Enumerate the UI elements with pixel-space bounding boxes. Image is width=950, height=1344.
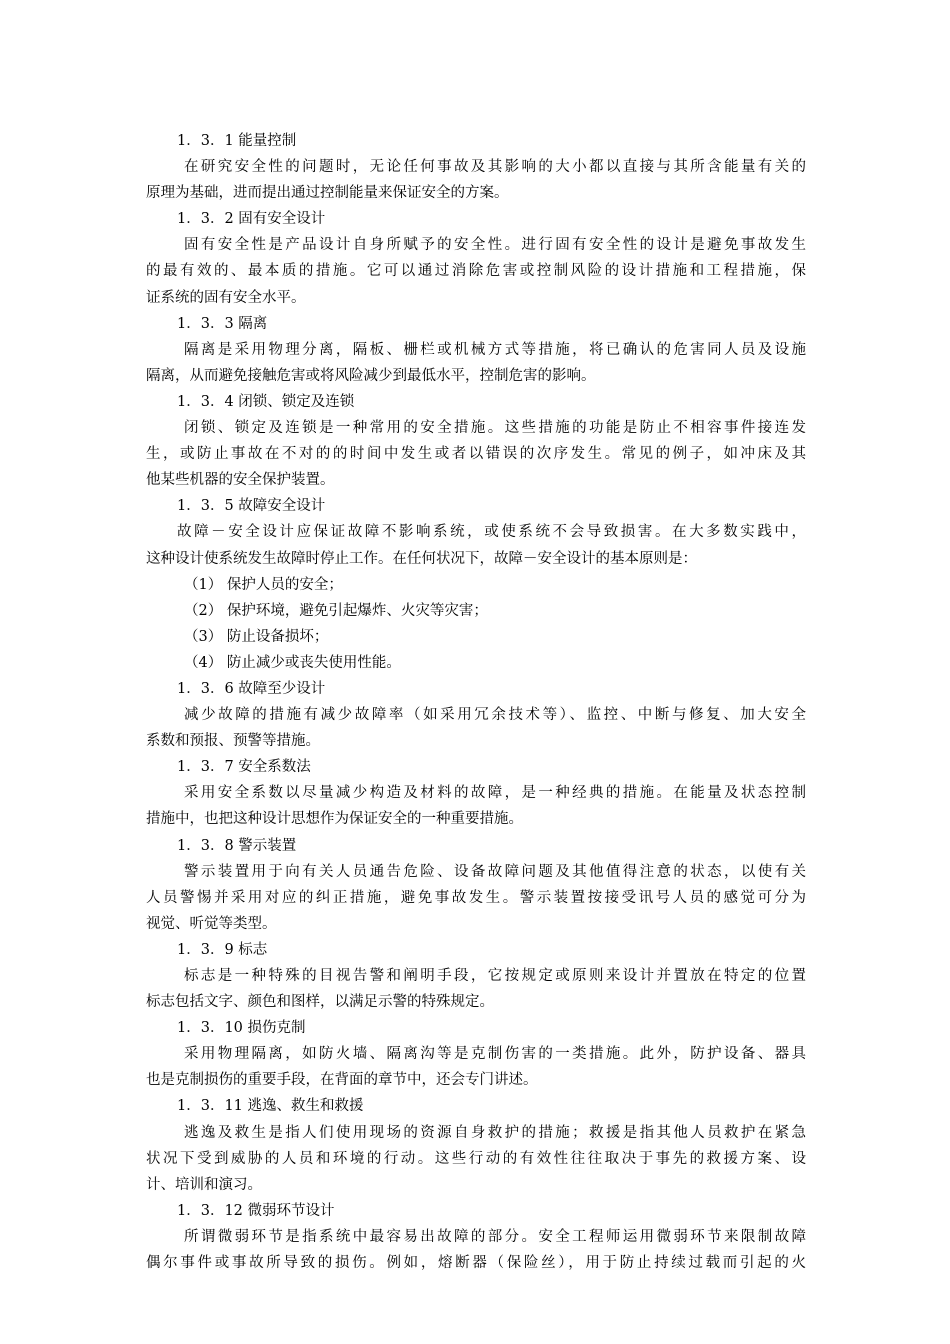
list-item: （4） 防止减少或丧失使用性能。 [184,654,401,671]
paragraph-line: 减少故障的措施有减少故障率（如采用冗余技术等）、监控、中断与修复、加大安全 [184,707,806,724]
paragraph-line: 的最有效的、最本质的措施。它可以通过消除危害或控制风险的设计措施和工程措施，保 [146,263,806,280]
section-heading: 1．3．5 故障安全设计 [177,498,326,515]
section-heading: 1．3．6 故障至少设计 [177,680,326,697]
paragraph-line: 隔离，从而避免接触危害或将风险减少到最低水平，控制危害的影响。 [146,367,596,384]
section-heading: 1．3．4 闭锁、锁定及连锁 [177,393,355,410]
section-heading: 1．3．11 逃逸、救生和救援 [177,1098,364,1115]
section-heading: 1．3．9 标志 [177,941,268,958]
paragraph-line: 也是克制损伤的重要手段，在背面的章节中，还会专门讲述。 [146,1072,538,1089]
paragraph-line: 标志包括文字、颜色和图样，以满足示警的特殊规定。 [146,994,494,1011]
paragraph-line: 证系统的固有安全水平。 [146,289,306,306]
paragraph-line: 警示装置用于向有关人员通告危险、设备故障问题及其他值得注意的状态，以使有关 [184,863,806,880]
paragraph-line: 他某些机器的安全保护装置。 [146,472,335,489]
paragraph-line: 采用物理隔离，如防火墙、隔离沟等是克制伤害的一类措施。此外，防护设备、器具 [184,1046,806,1063]
section-heading: 1．3．12 微弱环节设计 [177,1202,335,1219]
paragraph-line: 系数和预报、预警等措施。 [146,733,320,750]
paragraph-line: 原理为基础，进而提出通过控制能量来保证安全的方案。 [146,185,509,202]
paragraph-line: 计、培训和演习。 [146,1176,262,1193]
paragraph-line: 所谓微弱环节是指系统中最容易出故障的部分。安全工程师运用微弱环节来限制故障 [184,1228,806,1245]
section-heading: 1．3．8 警示装置 [177,837,297,854]
list-item: （1） 保护人员的安全； [184,576,343,593]
paragraph-line: 生，或防止事故在不对的的时间中发生或者以错误的次序发生。常见的例子，如冲床及其 [146,446,806,463]
document-body [146,128,806,1276]
paragraph-line: 人员警惕并采用对应的纠正措施，避免事故发生。警示装置按接受讯号人员的感觉可分为 [146,889,806,906]
paragraph-line: 逃逸及救生是指人们使用现场的资源自身救护的措施；救援是指其他人员救护在紧急 [184,1124,806,1141]
paragraph-line: 措施中，也把这种设计思想作为保证安全的一种重要措施。 [146,811,523,828]
section-heading: 1．3．10 损伤克制 [177,1020,306,1037]
section-heading: 1．3．7 安全系数法 [177,759,311,776]
paragraph-line: 采用安全系数以尽量减少构造及材料的故障，是一种经典的措施。在能量及状态控制 [184,785,806,802]
paragraph-line: 故障－安全设计应保证故障不影响系统，或使系统不会导致损害。在大多数实践中， [177,524,806,541]
paragraph-line: 固有安全性是产品设计自身所赋予的安全性。进行固有安全性的设计是避免事故发生 [184,237,806,254]
paragraph-line: 偶尔事件或事故所导致的损伤。例如，熔断器（保险丝），用于防止持续过载而引起的火 [146,1255,806,1272]
list-item: （2） 保护环境，避免引起爆炸、火灾等灾害； [184,602,488,619]
paragraph-line: 状况下受到威胁的人员和环境的行动。这些行动的有效性往往取决于事先的救援方案、设 [146,1150,806,1167]
paragraph-line: 这种设计使系统发生故障时停止工作。在任何状况下，故障－安全设计的基本原则是： [146,550,697,567]
section-heading: 1．3．3 隔离 [177,315,268,332]
section-heading: 1．3．2 固有安全设计 [177,211,326,228]
paragraph-line: 隔离是采用物理分离，隔板、栅栏或机械方式等措施，将已确认的危害同人员及设施 [184,341,806,358]
paragraph-line: 标志是一种特殊的目视告警和阐明手段，它按规定或原则来设计并置放在特定的位置 [184,968,806,984]
list-item: （3） 防止设备损坏； [184,628,329,645]
paragraph-line: 在研究安全性的问题时，无论任何事故及其影响的大小都以直接与其所含能量有关的 [184,159,806,176]
paragraph-line: 视觉、听觉等类型。 [146,915,277,932]
paragraph-line: 闭锁、锁定及连锁是一种常用的安全措施。这些措施的功能是防止不相容事件接连发 [184,420,806,437]
section-heading: 1．3．1 能量控制 [177,133,297,149]
